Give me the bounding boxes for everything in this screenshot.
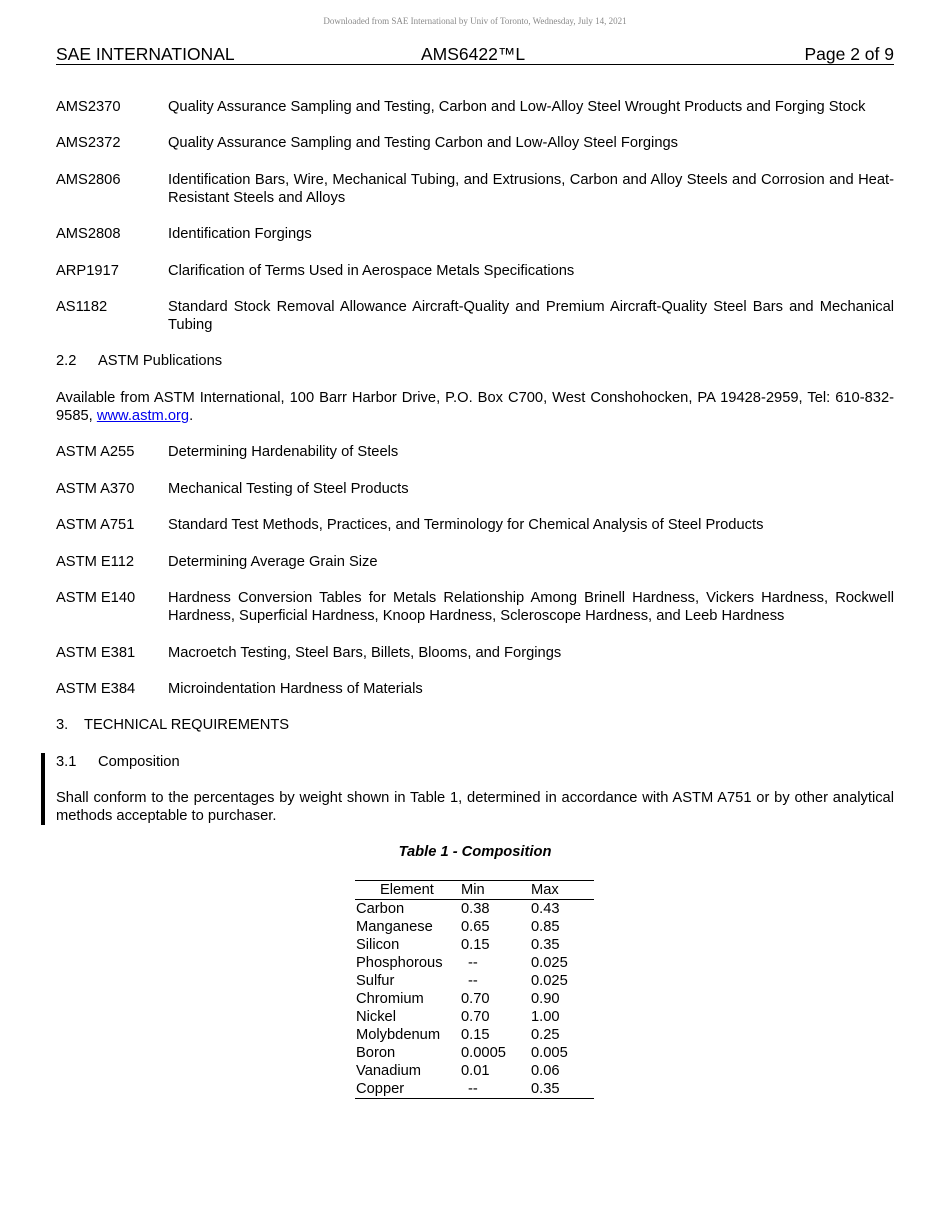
table-row: Carbon 0.38 0.43 [356,901,560,917]
reference-code: ASTM E381 [56,645,136,661]
section-heading-2-2 [56,352,222,370]
reference-title: Macroetch Testing, Steel Bars, Billets, Blooms, and Forgings [168,645,562,661]
header-page-number: Page 2 of 9 [804,44,894,64]
reference-code: ASTM E140 [56,590,136,606]
reference-title: Microindentation Hardness of Materials [168,681,423,697]
section-number: 3. [56,717,69,733]
reference-title: Standard Stock Removal Allowance Aircraft-Quality and Premium Aircraft-Quality Steel Bars and Mechanical Tubing [168,299,894,333]
table-row: Sulfur -- 0.025 [356,973,568,989]
section-heading-3 [56,716,289,734]
reference-code: ASTM E384 [56,681,136,697]
section-title: TECHNICAL REQUIREMENTS [84,717,290,733]
reference-title: Quality Assurance Sampling and Testing, Carbon and Low-Alloy Steel Wrought Products and Forging Stock [168,99,866,115]
astm-availability-paragraph: Available from ASTM International, 100 Barr Harbor Drive, P.O. Box C700, West Conshohocken, PA 19428-2959, Tel: 610-832-9585, www.astm.org. [56,390,894,424]
reference-code: ASTM A751 [56,517,135,533]
section-title: Composition [98,754,180,770]
header-element: Element [380,882,434,898]
reference-code: AMS2808 [56,226,121,242]
reference-title: Determining Average Grain Size [168,554,378,570]
reference-title: Standard Test Methods, Practices, and Terminology for Chemical Analysis of Steel Products [168,517,764,533]
reference-title: Hardness Conversion Tables for Metals Relationship Among Brinell Hardness, Vickers Hardness, Rockwell Hardness, Superficial Hardness, Knoop Hardness, Scleroscope Hardness, and Leeb Hardness [168,590,894,624]
header-max: Max [531,882,559,898]
header-min: Min [461,882,485,898]
section-number: 2.2 [56,353,77,369]
section-heading-3-1 [56,753,180,771]
header-doc-number: AMS6422™L [421,44,526,64]
reference-code: ASTM A255 [56,444,135,460]
table-caption: Table 1 - Composition [398,844,552,860]
table-row: Phosphorous -- 0.025 [356,955,568,971]
revision-change-bar [41,753,45,825]
reference-code: ASTM E112 [56,554,135,570]
reference-title: Quality Assurance Sampling and Testing Carbon and Low-Alloy Steel Forgings [168,135,678,151]
reference-item [56,171,894,207]
reference-code: AMS2372 [56,135,121,151]
table-row: Manganese 0.65 0.85 [356,919,560,935]
table-row: Chromium 0.70 0.90 [356,991,560,1007]
reference-item [56,443,894,461]
reference-item [56,553,894,571]
reference-title: Determining Hardenability of Steels [168,444,399,460]
composition-paragraph: Shall conform to the percentages by weight shown in Table 1, determined in accordance with ASTM A751 or by other analytical methods acceptable to purchaser. [56,790,894,824]
reference-code: AS1182 [56,299,108,315]
reference-item [56,680,894,698]
section-number: 3.1 [56,754,77,770]
astm-website-link[interactable]: www.astm.org [96,408,190,424]
reference-item [56,262,894,280]
reference-item [56,589,894,625]
reference-title: Identification Bars, Wire, Mechanical Tubing, and Extrusions, Carbon and Alloy Steels and Corrosion and Heat-Resistant Steels and Alloys [168,172,894,206]
table-row: Vanadium 0.01 0.06 [356,1063,560,1079]
composition-table [355,880,594,1099]
reference-title: Identification Forgings [168,226,312,242]
table-row: Copper -- 0.35 [356,1081,560,1097]
header-publisher: SAE INTERNATIONAL [56,44,235,64]
table-header-row [355,881,594,900]
reference-item [56,516,894,534]
reference-code: AMS2370 [56,99,121,115]
reference-code: ARP1917 [56,263,119,279]
section-title: ASTM Publications [98,353,223,369]
table-row: Nickel 0.70 1.00 [356,1009,560,1025]
reference-code: ASTM A370 [56,481,135,497]
table-row: Molybdenum 0.15 0.25 [356,1027,560,1043]
reference-title: Mechanical Testing of Steel Products [168,481,409,497]
table-row: Boron 0.0005 0.005 [356,1045,568,1061]
reference-item [56,480,894,498]
table-row: Silicon 0.15 0.35 [356,937,560,953]
reference-item [56,644,894,662]
page-header [56,44,894,65]
reference-code: AMS2806 [56,172,121,188]
reference-title: Clarification of Terms Used in Aerospace Metals Specifications [168,263,575,279]
reference-item [56,298,894,334]
download-watermark: Downloaded from SAE International by Univ of Toronto, Wednesday, July 14, 2021 [323,16,627,26]
reference-item [56,134,894,152]
reference-item [56,98,894,116]
reference-item [56,225,894,243]
